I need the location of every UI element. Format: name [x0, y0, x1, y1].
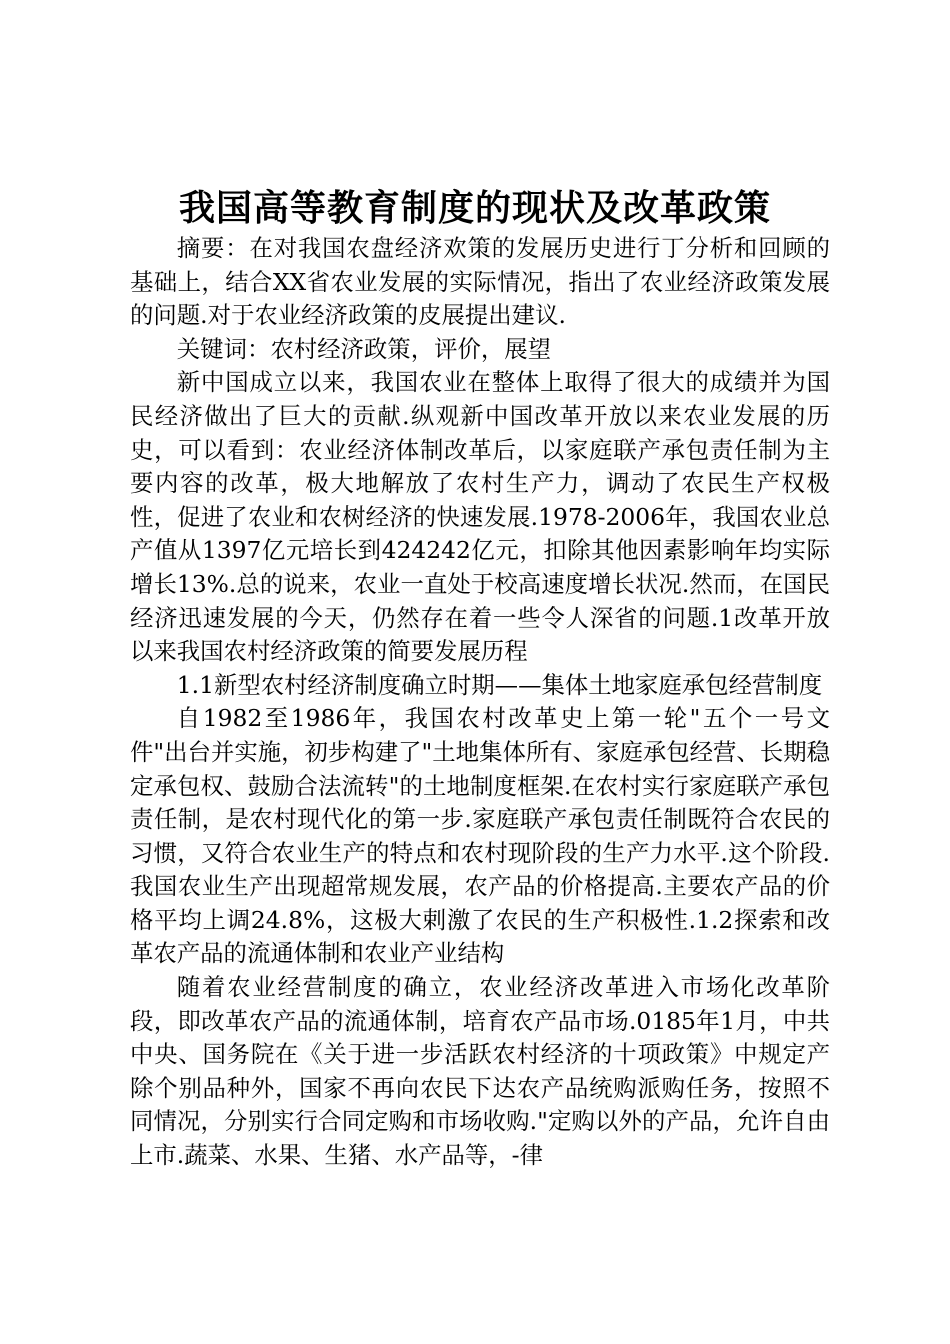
abstract-paragraph: 摘要：在对我国农盘经济欢策的发展历史进行丁分析和回顾的基础上，结合XX省农业发展的实际情况，指出了农业经济政策发展的问题.对于农业经济政策的皮展提出建议. [130, 234, 830, 330]
body-paragraph: 新中国成立以来，我国农业在整体上取得了很大的成绩并为国民经济做出了巨大的贡献.纵观新中国改革开放以来农业发展的历史，可以看到：农业经济体制改革后，以家庭联产承包责任制为主要内容的改革，极大地解放了农村生产力，调动了农民生产权极性，促进了农业和农树经济的快速发展.1978-2006年，我国农业总产值从1397亿元培长到424242亿元，扣除其他因素影响年均实际增长13%.总的说来，农业一直处于校高速度增长状况.然而，在国民经济迅速发展的今天，仍然存在着一些令人深省的问题.1改革开放以来我国农村经济政策的简要发展历程 [130, 368, 830, 666]
keywords-paragraph: 关键词：农村经济政策，评价，展望 [176, 334, 552, 363]
section-heading-paragraph: 1.1新型农村经济制度确立时期——集体土地家庭承包经营制度 [176, 670, 823, 699]
body-paragraph: 自1982至1986年，我国农村改革史上第一轮"五个一号文件"出台并实施，初步构建了"土地集体所有、家庭承包经营、长期稳定承包权、鼓励合法流转"的土地制度框架.在农村实行家庭联产承包责任制，是农村现代化的第一步.家庭联产承包责任制既符合农民的习惯，又符合农业生产的特点和农村现阶段的生产力水平.这个阶段.我国农业生产出现超常规发展，农产品的价格提高.主要农产品的价格平均上调24.8%，这极大剌激了农民的生产积极性.1.2探索和改革农产品的流通体制和农业产业结构 [130, 704, 830, 968]
document-title: 我国高等教育制度的现状及改革政策 [178, 187, 771, 229]
body-paragraph: 随着农业经营制度的确立，农业经济改革进入市场化改革阶段，即改革农产品的流通体制，培育农产品市场.0185年1月，中共中央、国务院在《关于进一步活跃农村经济的十项政策》中规定产除个别品种外，国家不再向农民下达农产品统购派购任务，按照不同情况，分别实行合同定购和市场收购."定购以外的产品，允许自由上市.蔬菜、水果、生猪、水产品等，-律 [130, 973, 830, 1170]
document-body [130, 232, 830, 1173]
